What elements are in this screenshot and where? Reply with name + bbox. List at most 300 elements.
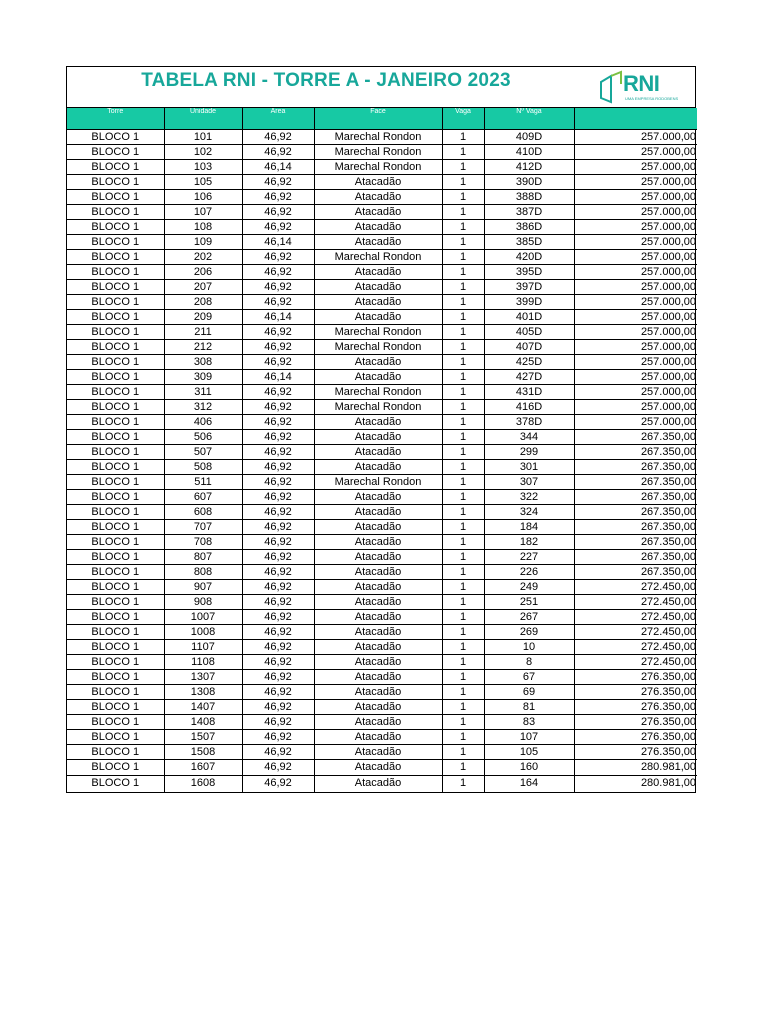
unidade-cell: 1608 (164, 776, 242, 792)
price-cell: 272.450,00 (574, 655, 697, 670)
torre-cell: BLOCO 1 (67, 535, 164, 550)
torre-cell: BLOCO 1 (67, 250, 164, 265)
torre-cell: BLOCO 1 (67, 760, 164, 776)
area-cell: 46,92 (242, 760, 314, 776)
torre-cell: BLOCO 1 (67, 685, 164, 700)
unidade-cell: 1408 (164, 715, 242, 730)
vaga-cell: 1 (442, 460, 484, 475)
table-row (67, 400, 697, 415)
price-cell: 257.000,00 (574, 370, 697, 385)
numero-vaga-cell: 386D (484, 220, 574, 235)
vaga-cell: 1 (442, 175, 484, 190)
area-cell: 46,92 (242, 670, 314, 685)
numero-vaga-cell: 226 (484, 565, 574, 580)
torre-cell: BLOCO 1 (67, 265, 164, 280)
unidade-cell: 206 (164, 265, 242, 280)
torre-cell: BLOCO 1 (67, 145, 164, 160)
price-cell: 257.000,00 (574, 310, 697, 325)
table-row (67, 220, 697, 235)
unidade-cell: 807 (164, 550, 242, 565)
torre-cell: BLOCO 1 (67, 295, 164, 310)
area-cell: 46,92 (242, 430, 314, 445)
torre-cell: BLOCO 1 (67, 325, 164, 340)
table-row (67, 385, 697, 400)
vaga-cell: 1 (442, 715, 484, 730)
price-cell: 267.350,00 (574, 565, 697, 580)
area-cell: 46,92 (242, 400, 314, 415)
vaga-cell: 1 (442, 385, 484, 400)
table-row (67, 370, 697, 385)
face-cell: Atacadão (314, 190, 442, 205)
price-cell: 257.000,00 (574, 355, 697, 370)
area-cell: 46,92 (242, 385, 314, 400)
numero-vaga-cell: 182 (484, 535, 574, 550)
numero-vaga-cell: 249 (484, 580, 574, 595)
vaga-cell: 1 (442, 550, 484, 565)
price-cell: 257.000,00 (574, 280, 697, 295)
unidade-cell: 707 (164, 520, 242, 535)
vaga-cell: 1 (442, 655, 484, 670)
torre-cell: BLOCO 1 (67, 280, 164, 295)
numero-vaga-cell: 69 (484, 685, 574, 700)
price-cell: 257.000,00 (574, 205, 697, 220)
table-row (67, 595, 697, 610)
table-row (67, 535, 697, 550)
price-cell: 257.000,00 (574, 235, 697, 250)
unidade-cell: 1407 (164, 700, 242, 715)
torre-cell: BLOCO 1 (67, 190, 164, 205)
vaga-cell: 1 (442, 145, 484, 160)
price-cell: 257.000,00 (574, 385, 697, 400)
area-cell: 46,92 (242, 565, 314, 580)
price-cell: 267.350,00 (574, 460, 697, 475)
vaga-cell: 1 (442, 565, 484, 580)
table-row (67, 445, 697, 460)
vaga-cell: 1 (442, 475, 484, 490)
area-cell: 46,92 (242, 280, 314, 295)
numero-vaga-cell: 164 (484, 776, 574, 792)
table-row (67, 700, 697, 715)
area-cell: 46,92 (242, 205, 314, 220)
torre-cell: BLOCO 1 (67, 730, 164, 745)
unidade-cell: 1508 (164, 745, 242, 760)
area-cell: 46,92 (242, 130, 314, 145)
unidade-cell: 1008 (164, 625, 242, 640)
numero-vaga-cell: 299 (484, 445, 574, 460)
vaga-cell: 1 (442, 610, 484, 625)
vaga-cell: 1 (442, 730, 484, 745)
numero-vaga-cell: 8 (484, 655, 574, 670)
unidade-cell: 1108 (164, 655, 242, 670)
numero-vaga-cell: 390D (484, 175, 574, 190)
area-cell: 46,92 (242, 490, 314, 505)
column-header: Vaga (442, 108, 484, 130)
numero-vaga-cell: 409D (484, 130, 574, 145)
table-row (67, 235, 697, 250)
table-row (67, 160, 697, 175)
face-cell: Atacadão (314, 520, 442, 535)
vaga-cell: 1 (442, 325, 484, 340)
numero-vaga-cell: 227 (484, 550, 574, 565)
face-cell: Atacadão (314, 550, 442, 565)
table-body (67, 130, 697, 792)
face-cell: Atacadão (314, 700, 442, 715)
face-cell: Atacadão (314, 595, 442, 610)
vaga-cell: 1 (442, 310, 484, 325)
vaga-cell: 1 (442, 370, 484, 385)
unidade-cell: 311 (164, 385, 242, 400)
face-cell: Atacadão (314, 730, 442, 745)
face-cell: Atacadão (314, 280, 442, 295)
unidade-cell: 209 (164, 310, 242, 325)
torre-cell: BLOCO 1 (67, 745, 164, 760)
area-cell: 46,14 (242, 235, 314, 250)
unidade-cell: 1507 (164, 730, 242, 745)
table-row (67, 265, 697, 280)
table-row (67, 640, 697, 655)
area-cell: 46,92 (242, 265, 314, 280)
table-row (67, 760, 697, 776)
price-cell: 257.000,00 (574, 145, 697, 160)
table-row (67, 565, 697, 580)
numero-vaga-cell: 10 (484, 640, 574, 655)
unidade-cell: 511 (164, 475, 242, 490)
price-cell: 257.000,00 (574, 415, 697, 430)
torre-cell: BLOCO 1 (67, 776, 164, 792)
table-row (67, 250, 697, 265)
area-cell: 46,92 (242, 520, 314, 535)
price-cell: 257.000,00 (574, 325, 697, 340)
price-cell: 280.981,00 (574, 776, 697, 792)
area-cell: 46,92 (242, 190, 314, 205)
torre-cell: BLOCO 1 (67, 655, 164, 670)
numero-vaga-cell: 412D (484, 160, 574, 175)
price-cell: 267.350,00 (574, 520, 697, 535)
column-header: Área (242, 108, 314, 130)
unidade-cell: 507 (164, 445, 242, 460)
numero-vaga-cell: 307 (484, 475, 574, 490)
vaga-cell: 1 (442, 776, 484, 792)
face-cell: Marechal Rondon (314, 130, 442, 145)
torre-cell: BLOCO 1 (67, 235, 164, 250)
torre-cell: BLOCO 1 (67, 310, 164, 325)
vaga-cell: 1 (442, 400, 484, 415)
numero-vaga-cell: 427D (484, 370, 574, 385)
price-cell: 272.450,00 (574, 640, 697, 655)
unidade-cell: 1307 (164, 670, 242, 685)
torre-cell: BLOCO 1 (67, 505, 164, 520)
face-cell: Marechal Rondon (314, 340, 442, 355)
torre-cell: BLOCO 1 (67, 670, 164, 685)
unidade-cell: 107 (164, 205, 242, 220)
face-cell: Atacadão (314, 175, 442, 190)
unidade-cell: 508 (164, 460, 242, 475)
face-cell: Atacadão (314, 685, 442, 700)
face-cell: Atacadão (314, 235, 442, 250)
price-cell: 257.000,00 (574, 190, 697, 205)
unidade-cell: 212 (164, 340, 242, 355)
price-cell: 272.450,00 (574, 625, 697, 640)
torre-cell: BLOCO 1 (67, 175, 164, 190)
title-bar (67, 67, 695, 108)
price-cell: 257.000,00 (574, 295, 697, 310)
area-cell: 46,92 (242, 175, 314, 190)
numero-vaga-cell: 269 (484, 625, 574, 640)
vaga-cell: 1 (442, 130, 484, 145)
face-cell: Atacadão (314, 265, 442, 280)
numero-vaga-cell: 388D (484, 190, 574, 205)
torre-cell: BLOCO 1 (67, 430, 164, 445)
price-cell: 257.000,00 (574, 400, 697, 415)
unidade-cell: 406 (164, 415, 242, 430)
vaga-cell: 1 (442, 580, 484, 595)
logo-tagline: UMA EMPRESA RODOBENS (625, 96, 679, 101)
torre-cell: BLOCO 1 (67, 715, 164, 730)
area-cell: 46,92 (242, 475, 314, 490)
vaga-cell: 1 (442, 625, 484, 640)
price-cell: 257.000,00 (574, 175, 697, 190)
torre-cell: BLOCO 1 (67, 370, 164, 385)
vaga-cell: 1 (442, 700, 484, 715)
area-cell: 46,92 (242, 340, 314, 355)
face-cell: Atacadão (314, 205, 442, 220)
vaga-cell: 1 (442, 745, 484, 760)
face-cell: Atacadão (314, 370, 442, 385)
face-cell: Atacadão (314, 460, 442, 475)
table-row (67, 295, 697, 310)
table-row (67, 475, 697, 490)
price-cell: 272.450,00 (574, 595, 697, 610)
price-cell: 257.000,00 (574, 130, 697, 145)
face-cell: Marechal Rondon (314, 475, 442, 490)
table-row (67, 655, 697, 670)
price-cell: 276.350,00 (574, 670, 697, 685)
face-cell: Atacadão (314, 415, 442, 430)
unidade-cell: 908 (164, 595, 242, 610)
unidade-cell: 101 (164, 130, 242, 145)
vaga-cell: 1 (442, 160, 484, 175)
unidade-cell: 1607 (164, 760, 242, 776)
price-cell: 276.350,00 (574, 685, 697, 700)
unidade-cell: 108 (164, 220, 242, 235)
vaga-cell: 1 (442, 280, 484, 295)
numero-vaga-cell: 431D (484, 385, 574, 400)
torre-cell: BLOCO 1 (67, 400, 164, 415)
unidade-cell: 102 (164, 145, 242, 160)
table-row (67, 580, 697, 595)
vaga-cell: 1 (442, 190, 484, 205)
price-table-sheet (66, 66, 696, 793)
torre-cell: BLOCO 1 (67, 610, 164, 625)
column-header (574, 108, 697, 130)
vaga-cell: 1 (442, 415, 484, 430)
area-cell: 46,92 (242, 535, 314, 550)
vaga-cell: 1 (442, 235, 484, 250)
numero-vaga-cell: 184 (484, 520, 574, 535)
face-cell: Atacadão (314, 295, 442, 310)
torre-cell: BLOCO 1 (67, 355, 164, 370)
torre-cell: BLOCO 1 (67, 340, 164, 355)
numero-vaga-cell: 324 (484, 505, 574, 520)
table-row (67, 776, 697, 792)
face-cell: Atacadão (314, 310, 442, 325)
area-cell: 46,92 (242, 715, 314, 730)
table-row (67, 745, 697, 760)
numero-vaga-cell: 425D (484, 355, 574, 370)
face-cell: Atacadão (314, 610, 442, 625)
torre-cell: BLOCO 1 (67, 550, 164, 565)
table-row (67, 625, 697, 640)
area-cell: 46,14 (242, 160, 314, 175)
unidade-cell: 207 (164, 280, 242, 295)
torre-cell: BLOCO 1 (67, 220, 164, 235)
table-row (67, 490, 697, 505)
area-cell: 46,92 (242, 610, 314, 625)
numero-vaga-cell: 160 (484, 760, 574, 776)
torre-cell: BLOCO 1 (67, 565, 164, 580)
numero-vaga-cell: 410D (484, 145, 574, 160)
face-cell: Marechal Rondon (314, 385, 442, 400)
face-cell: Atacadão (314, 490, 442, 505)
unidade-cell: 1308 (164, 685, 242, 700)
area-cell: 46,92 (242, 325, 314, 340)
vaga-cell: 1 (442, 760, 484, 776)
vaga-cell: 1 (442, 685, 484, 700)
unidade-cell: 309 (164, 370, 242, 385)
face-cell: Atacadão (314, 430, 442, 445)
table-row (67, 130, 697, 145)
unidade-cell: 109 (164, 235, 242, 250)
unidade-cell: 907 (164, 580, 242, 595)
numero-vaga-cell: 67 (484, 670, 574, 685)
table-row (67, 415, 697, 430)
table-row (67, 670, 697, 685)
numero-vaga-cell: 387D (484, 205, 574, 220)
unidade-cell: 308 (164, 355, 242, 370)
torre-cell: BLOCO 1 (67, 460, 164, 475)
table-row (67, 460, 697, 475)
area-cell: 46,92 (242, 445, 314, 460)
torre-cell: BLOCO 1 (67, 520, 164, 535)
numero-vaga-cell: 322 (484, 490, 574, 505)
column-header: Torre (67, 108, 164, 130)
torre-cell: BLOCO 1 (67, 130, 164, 145)
numero-vaga-cell: 385D (484, 235, 574, 250)
vaga-cell: 1 (442, 265, 484, 280)
numero-vaga-cell: 251 (484, 595, 574, 610)
numero-vaga-cell: 105 (484, 745, 574, 760)
table-header-row (67, 108, 697, 130)
numero-vaga-cell: 267 (484, 610, 574, 625)
price-cell: 267.350,00 (574, 490, 697, 505)
vaga-cell: 1 (442, 670, 484, 685)
vaga-cell: 1 (442, 205, 484, 220)
torre-cell: BLOCO 1 (67, 445, 164, 460)
face-cell: Atacadão (314, 535, 442, 550)
face-cell: Atacadão (314, 355, 442, 370)
unidade-cell: 103 (164, 160, 242, 175)
vaga-cell: 1 (442, 535, 484, 550)
rni-logo-mark-icon (599, 70, 623, 104)
area-cell: 46,92 (242, 550, 314, 565)
unidade-cell: 607 (164, 490, 242, 505)
numero-vaga-cell: 107 (484, 730, 574, 745)
face-cell: Atacadão (314, 625, 442, 640)
vaga-cell: 1 (442, 445, 484, 460)
face-cell: Marechal Rondon (314, 145, 442, 160)
vaga-cell: 1 (442, 340, 484, 355)
numero-vaga-cell: 416D (484, 400, 574, 415)
torre-cell: BLOCO 1 (67, 415, 164, 430)
numero-vaga-cell: 301 (484, 460, 574, 475)
unidade-cell: 106 (164, 190, 242, 205)
area-cell: 46,14 (242, 310, 314, 325)
table-row (67, 340, 697, 355)
unidade-cell: 506 (164, 430, 242, 445)
unidade-cell: 105 (164, 175, 242, 190)
price-cell: 276.350,00 (574, 745, 697, 760)
area-cell: 46,92 (242, 700, 314, 715)
face-cell: Atacadão (314, 445, 442, 460)
unidade-cell: 608 (164, 505, 242, 520)
area-cell: 46,92 (242, 415, 314, 430)
torre-cell: BLOCO 1 (67, 475, 164, 490)
vaga-cell: 1 (442, 505, 484, 520)
table-row (67, 505, 697, 520)
numero-vaga-cell: 397D (484, 280, 574, 295)
torre-cell: BLOCO 1 (67, 595, 164, 610)
rni-logo (599, 70, 679, 104)
price-cell: 276.350,00 (574, 700, 697, 715)
price-cell: 257.000,00 (574, 250, 697, 265)
vaga-cell: 1 (442, 520, 484, 535)
face-cell: Atacadão (314, 760, 442, 776)
face-cell: Atacadão (314, 715, 442, 730)
numero-vaga-cell: 344 (484, 430, 574, 445)
numero-vaga-cell: 420D (484, 250, 574, 265)
table-row (67, 145, 697, 160)
price-cell: 257.000,00 (574, 220, 697, 235)
face-cell: Atacadão (314, 776, 442, 792)
area-cell: 46,14 (242, 370, 314, 385)
unidade-cell: 1007 (164, 610, 242, 625)
table-row (67, 205, 697, 220)
table-row (67, 430, 697, 445)
price-cell: 267.350,00 (574, 475, 697, 490)
price-cell: 257.000,00 (574, 340, 697, 355)
price-cell: 257.000,00 (574, 160, 697, 175)
units-table (67, 108, 697, 792)
price-cell: 267.350,00 (574, 445, 697, 460)
area-cell: 46,92 (242, 505, 314, 520)
numero-vaga-cell: 405D (484, 325, 574, 340)
face-cell: Marechal Rondon (314, 160, 442, 175)
face-cell: Atacadão (314, 220, 442, 235)
face-cell: Marechal Rondon (314, 250, 442, 265)
unidade-cell: 202 (164, 250, 242, 265)
table-row (67, 175, 697, 190)
torre-cell: BLOCO 1 (67, 385, 164, 400)
torre-cell: BLOCO 1 (67, 160, 164, 175)
vaga-cell: 1 (442, 220, 484, 235)
logo-wordmark: RNI (623, 71, 660, 96)
vaga-cell: 1 (442, 595, 484, 610)
face-cell: Atacadão (314, 655, 442, 670)
table-row (67, 280, 697, 295)
area-cell: 46,92 (242, 250, 314, 265)
price-cell: 276.350,00 (574, 715, 697, 730)
face-cell: Atacadão (314, 745, 442, 760)
